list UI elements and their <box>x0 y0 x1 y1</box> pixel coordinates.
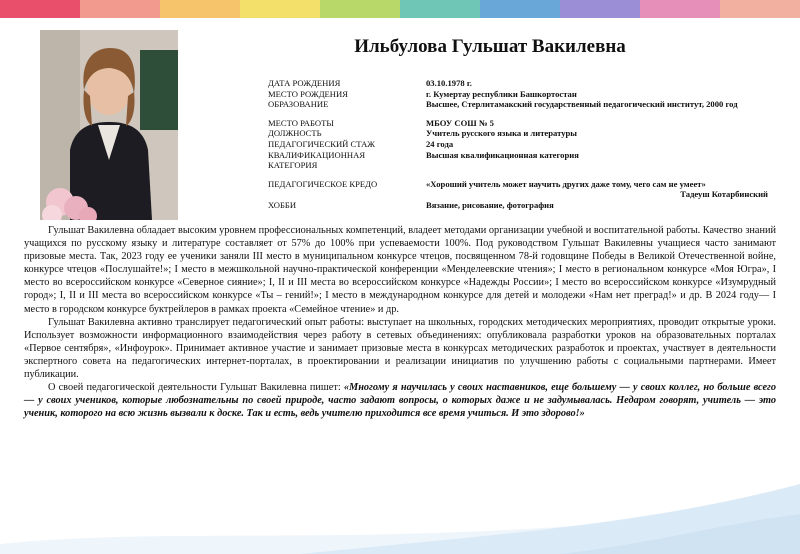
bottom-decoration <box>0 464 800 554</box>
profile-value: Высшая квалификационная категория <box>426 149 579 160</box>
credo-author: Тадеуш Котарбинский <box>680 189 768 200</box>
profile-row <box>268 128 788 139</box>
profile-value: 24 года <box>426 138 454 149</box>
profile-label: ХОББИ <box>268 199 297 210</box>
page-title: Ильбулова Гульшат Вакилевна <box>354 36 626 57</box>
bar-segment <box>480 0 560 18</box>
profile-table <box>268 78 788 211</box>
paragraph <box>24 381 776 420</box>
bar-segment <box>320 0 400 18</box>
bar-segment <box>80 0 160 18</box>
bar-segment <box>720 0 800 18</box>
profile-value: «Хороший учитель может научить других даже тому, чего сам не умеет» <box>426 178 706 189</box>
biography-text <box>24 224 776 420</box>
profile-value: 03.10.1978 г. <box>426 78 472 88</box>
profile-row <box>268 89 788 100</box>
paragraph: Гульшат Вакилевна активно транслирует педагогический опыт работы: выступает на школьных, городских методических мероприятиях, проводит открытые уроки. Использует возможности информационного взаимодействия через работу в сетевых объединениях: опубликовала разработки уроков на образовательных порталах «Первое сентября», «Инфоурок». Принимает активное участие и занимает призовые места в конкурсах методических разработок и проектах, участвует в деятельности экспертного совета на педагогических интернет-порталах, в проектировании и реализации инициатив по улучшению работы с социальными партнерами. Имеет публикации. <box>24 316 776 381</box>
profile-row <box>268 150 788 171</box>
profile-label: ПЕДАГОГИЧЕСКИЙ СТАЖ <box>268 138 375 149</box>
bar-segment <box>240 0 320 18</box>
paragraph: Гульшат Вакилевна обладает высоким уровнем профессиональных компетенций, владеет методами организации учебной и воспитательной работы. Качество знаний учащихся по русскому языку и литературе составляет от 57% до 100% при успеваемости 100%. Под руководством Гульшат Вакилевны учащиеся часто занимают призовые места. Так, 2023 году ее ученики заняли III место в муниципальном конкурсе чтецов, посвященном 78-й годовщине Победы в Великой Отечественной войне, конкурсе чтецов «Послушайте!»; I место в межшкольной научно-практической конференции «Менделеевские чтения»; I место в региональном конкурсе «Моя Югра», I место во всероссийском конкурсе «Северное сияние»; I, II и III места во всероссийском конкурсе «Надежды России»; I место во всероссийском конкурсе «Изумрудный город»; I, II и III места во всероссийском конкурсе «Ты – гений!»; I место в международном конкурсе для детей и молодежи «Нам нет преград!» и др. В 2024 году— I место в городском конкурсе буктрейлеров в рамках проекта «Семейное чтение» и др. <box>24 225 776 315</box>
bar-segment <box>560 0 640 18</box>
profile-row <box>268 189 788 200</box>
profile-label: ПЕДАГОГИЧЕСКОЕ КРЕДО <box>268 178 378 189</box>
profile-row <box>268 99 788 110</box>
profile-value: Вязание, рисование, фотография <box>426 199 554 210</box>
profile-value: Высшее, Стерлитамакский государственный педагогический институт, 2000 год <box>426 99 738 110</box>
top-color-bar <box>0 0 800 18</box>
profile-row <box>268 200 788 211</box>
profile-label: ДАТА РОЖДЕНИЯ <box>268 78 341 88</box>
bar-segment <box>640 0 720 18</box>
profile-row <box>268 139 788 150</box>
profile-label <box>268 189 426 200</box>
profile-row <box>268 118 788 129</box>
profile-value: Учитель русского языка и литературы <box>426 128 577 139</box>
profile-value: г. Кумертау республики Башкортостан <box>426 88 577 99</box>
profile-row <box>268 179 788 190</box>
profile-label: МЕСТО РАБОТЫ <box>268 117 334 128</box>
profile-label: МЕСТО РОЖДЕНИЯ <box>268 88 348 99</box>
profile-label: ОБРАЗОВАНИЕ <box>268 99 329 110</box>
profile-label: ДОЛЖНОСТЬ <box>268 128 322 139</box>
profile-label: КВАЛИФИКАЦИОННАЯ КАТЕГОРИЯ <box>268 149 366 171</box>
quote-lead: О своей педагогической деятельности Гульшат Вакилевна пишет: <box>48 382 344 394</box>
teacher-photo <box>40 30 178 220</box>
bar-segment <box>160 0 240 18</box>
bar-segment <box>400 0 480 18</box>
profile-value: МБОУ СОШ № 5 <box>426 117 494 128</box>
profile-row <box>268 78 788 89</box>
teacher-quote: «Многому я научилась у своих наставников, еще большему — у своих коллег, но больше всего — у своих учеников, которые любознательны по своей природе, часто задают вопросы, о которых даже и не задумывалась. Недаром говорят, учитель — это ученик, которого на всю жизнь вызвали к доске. Так и есть, ведь учителю приходится все время учиться. И это здорово!» <box>24 382 777 420</box>
bar-segment <box>0 0 80 18</box>
